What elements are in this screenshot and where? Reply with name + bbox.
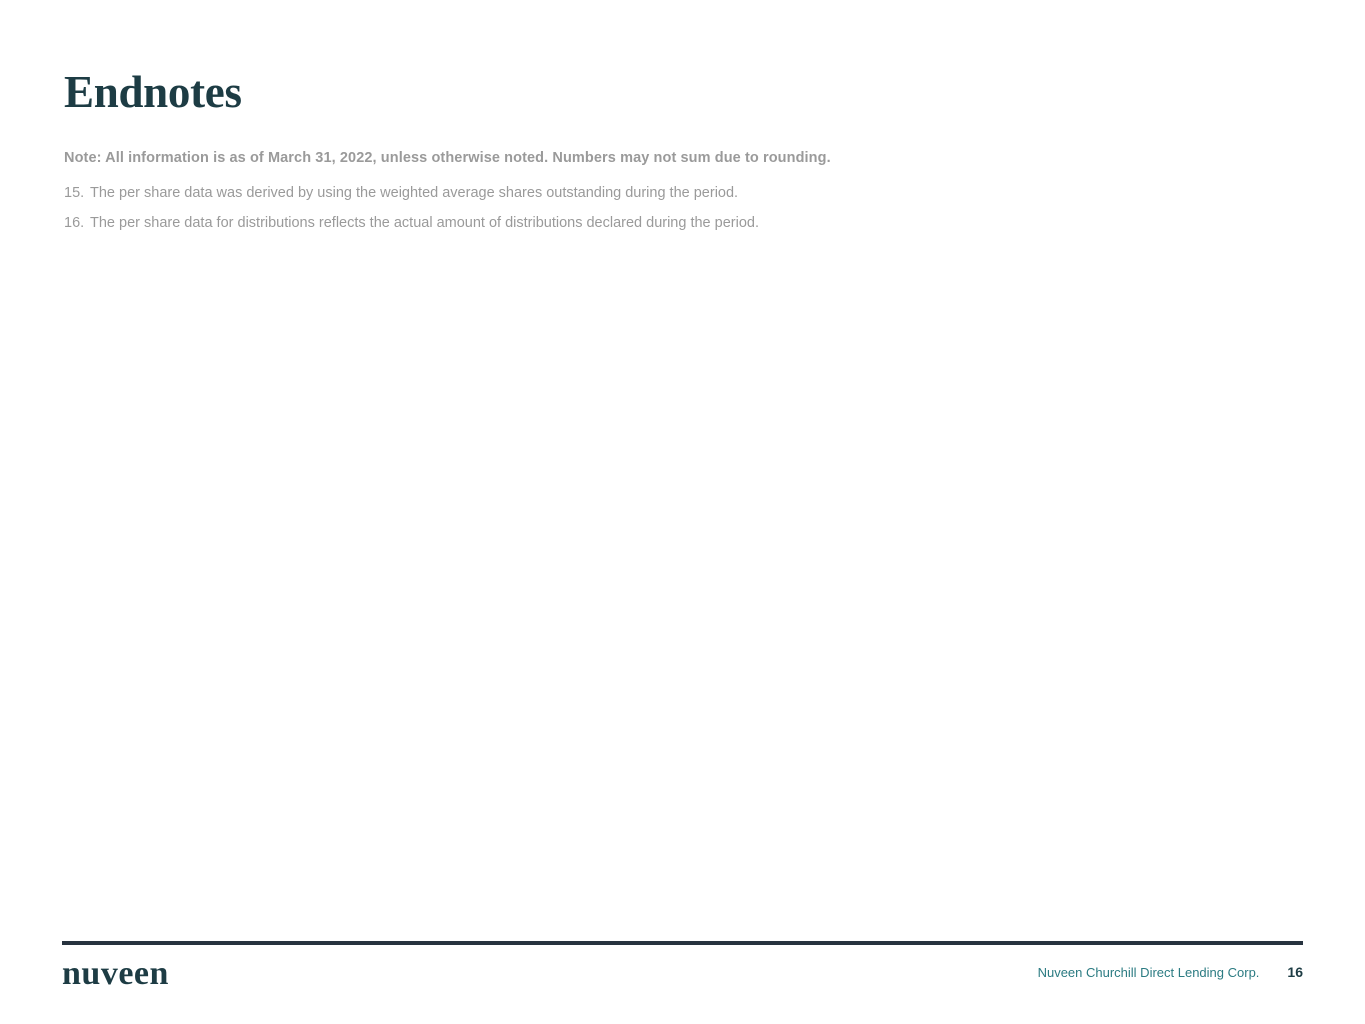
note-line: Note: All information is as of March 31, 2022, unless otherwise noted. Numbers may not sum due to rounding. [64, 150, 831, 166]
endnote-text: The per share data for distributions reflects the actual amount of distributions declared during the period. [90, 215, 759, 232]
nuveen-logo: nuveen [62, 955, 169, 992]
footer-company-name: Nuveen Churchill Direct Lending Corp. [1037, 965, 1260, 980]
list-item [64, 182, 1294, 204]
list-item [64, 212, 1294, 234]
endnote-number: 16. [64, 215, 85, 232]
endnotes-content [64, 148, 1294, 243]
footer-meta [1038, 964, 1303, 980]
endnote-number: 15. [64, 184, 85, 201]
endnote-text: The per share data was derived by using the weighted average shares outstanding during the period. [90, 184, 739, 201]
page-number: 16 [1287, 964, 1303, 980]
footer-divider [62, 941, 1303, 945]
page-title: Endnotes [64, 67, 242, 117]
